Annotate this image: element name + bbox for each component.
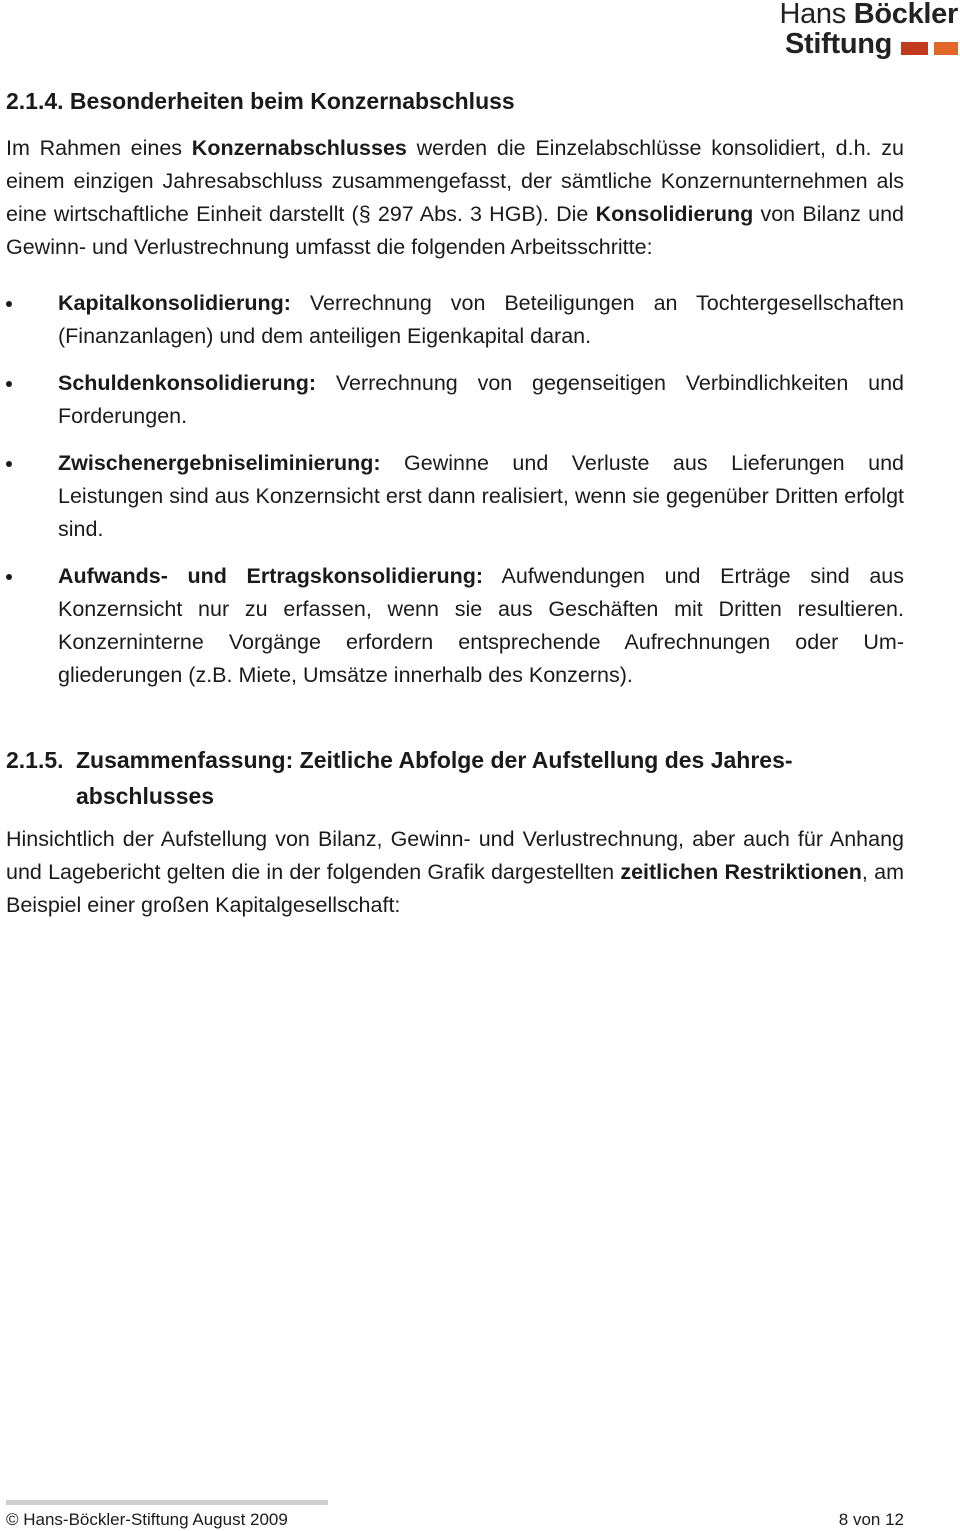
summary-text-a: Hinsichtlich der Aufstellung von Bilanz, Gewinn- und Verlustrechnung, aber auch für Anhang und Lagebericht gelten die in der folgenden Grafik dargestellten (6, 827, 904, 884)
document-body (6, 84, 904, 922)
intro-text-c: werden die Einzelabschlüsse konsolidiert, d.h. zu einem einzigen Jahresabschluss zusammengefasst, der sämtliche Konzernunternehmen als eine wirtschaftliche Einheit darstellt (§ 297 Abs. 3 HGB). Die (6, 136, 904, 226)
summary-term-restriktionen: zeitlichen Restriktionen (620, 860, 862, 884)
list-item-text: Verrechnung von Beteiligungen an Tochtergesellschaften (Finanzanlagen) und dem anteiligen Eigenkapital daran. (58, 291, 904, 348)
logo-bar-light (934, 42, 958, 55)
footer-rule (6, 1500, 328, 1505)
bullet-icon (6, 461, 12, 467)
bullet-icon (6, 381, 12, 387)
summary-paragraph (6, 823, 904, 922)
page-footer (6, 1500, 904, 1530)
list-item (6, 287, 904, 353)
section-heading-2-1-5 (6, 742, 904, 814)
list-item (6, 560, 904, 692)
intro-term-konsolidierung: Konsolidierung (595, 202, 754, 226)
list-item-text: Verrechnung von gegenseitigen Verbindlichkeiten und Forderungen. (58, 371, 904, 428)
logo-word-stiftung: Stiftung (784, 28, 893, 60)
bullet-icon (6, 301, 12, 307)
footer-copyright: © Hans-Böckler-Stiftung August 2009 (6, 1510, 288, 1529)
intro-term-konzernabschluss: Konzernabschlusses (191, 136, 407, 160)
list-item (6, 447, 904, 546)
logo-line2 (785, 28, 958, 62)
section-heading-2-1-4: 2.1.4. Besonderheiten beim Konzernabschluss (6, 88, 515, 114)
section-heading-number: 2.1.5. (6, 747, 64, 773)
list-item-text: Gewinne und Verluste aus Lieferungen und Leistungen sind aus Konzernsicht erst dann realisiert, wenn sie gegenüber Dritten erfolgt sind. (58, 451, 904, 541)
footer-row (6, 1510, 904, 1530)
intro-paragraph (6, 132, 904, 264)
list-item-term: Schuldenkonsolidierung: (58, 371, 317, 395)
intro-text-e: von Bilanz und Gewinn- und Verlustrechnung umfasst die folgenden Arbeitsschritte: (6, 202, 905, 259)
list-item-text: Aufwendungen und Erträge sind aus Konzernsicht nur zu erfassen, wenn sie aus Geschäften mit Dritten resultieren. Konzerninterne Vorgänge erfordern entsprechende Aufrechnungen oder Umgliederungen (z.B. Miete, Umsätze innerhalb des Konzerns). (58, 564, 904, 687)
logo-word-hans: Hans (779, 0, 846, 30)
hans-boeckler-logo (768, 0, 958, 64)
consolidation-steps-list (6, 287, 904, 692)
logo-bars-icon (901, 42, 958, 55)
page-number: 8 von 12 (838, 1510, 904, 1529)
logo-word-boeckler: Böckler (853, 0, 958, 30)
bullet-icon (6, 574, 12, 580)
summary-text-c: , am Beispiel einer großen Kapitalgesellschaft: (6, 860, 904, 917)
list-item-term: Aufwands- und Ertragskonsolidierung: (58, 564, 484, 588)
list-item (6, 367, 904, 433)
list-item-term: Zwischenergebniseliminierung: (58, 451, 381, 475)
list-item-term: Kapitalkonsolidierung: (58, 291, 291, 315)
intro-text-a: Im Rahmen eines (6, 136, 192, 160)
logo-bar-dark (901, 42, 928, 55)
logo-line1 (779, 0, 958, 31)
section-heading-text: Zusammenfassung: Zeitliche Abfolge der Aufstellung des Jahresabschlusses (76, 747, 793, 809)
